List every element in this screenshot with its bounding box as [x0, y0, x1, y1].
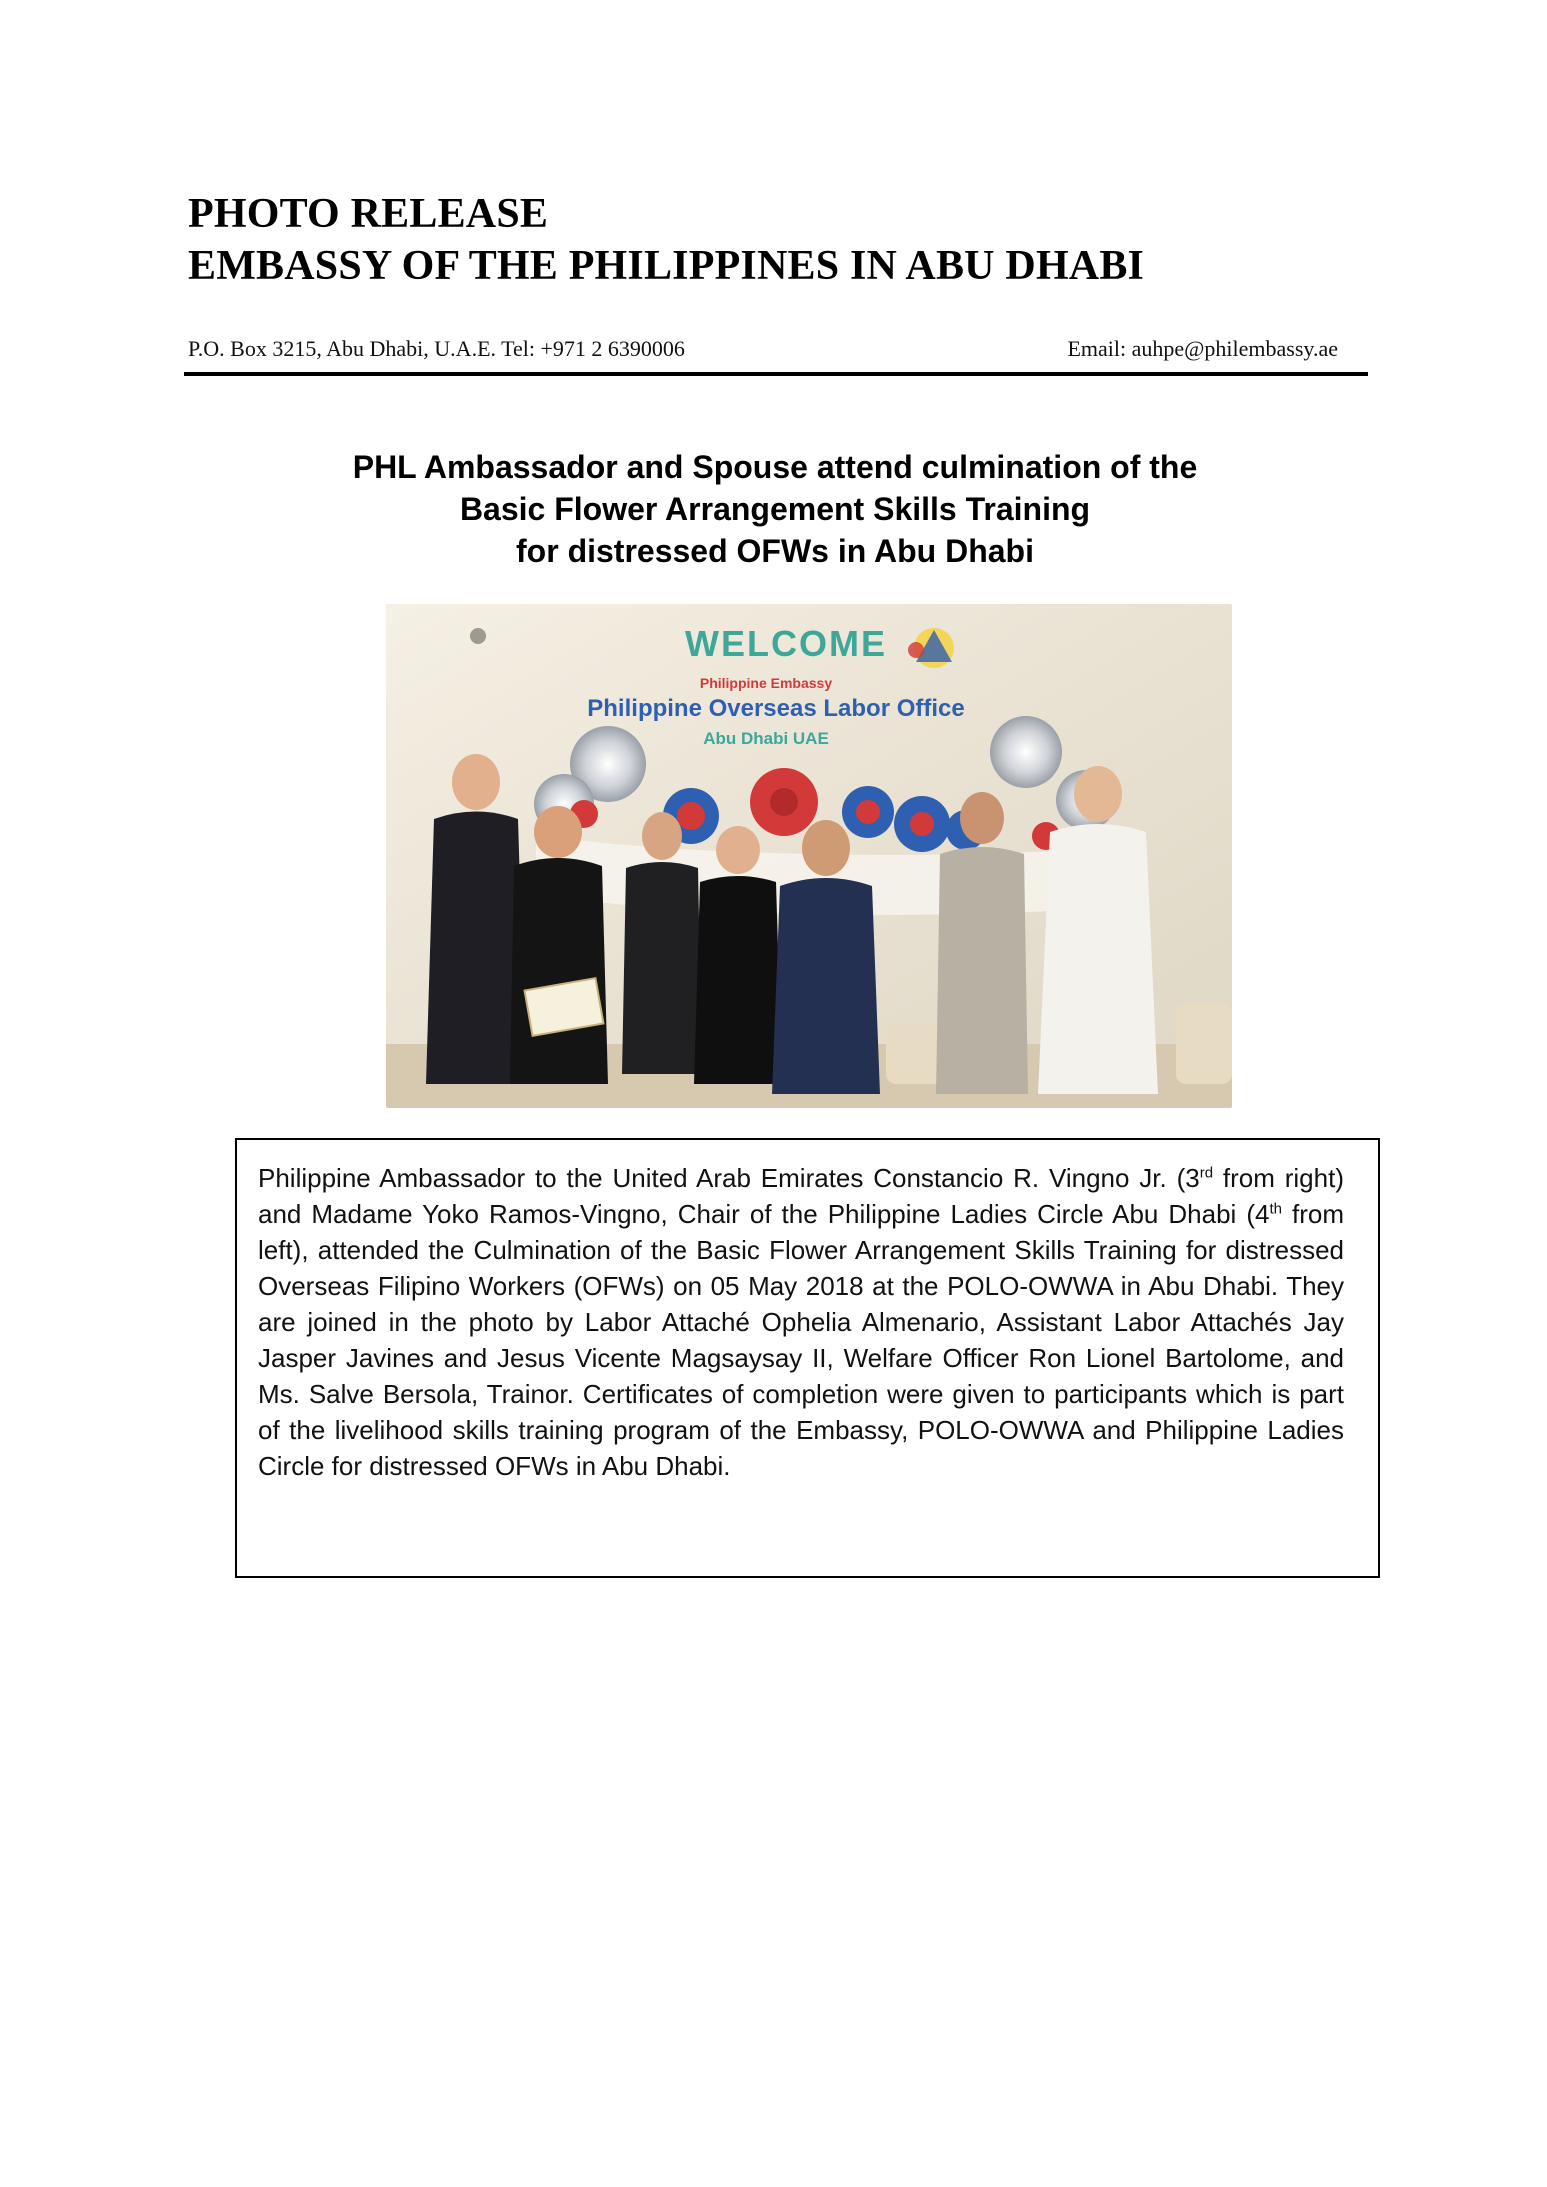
caption-part-2: from right) and Madame Yoko Ramos-Vingno, Chair of the Philippine Ladies Circle Abu Dhabi (4	[258, 1163, 1344, 1229]
embassy-title: EMBASSY OF THE PHILIPPINES IN ABU DHABI	[188, 243, 1145, 289]
email-text: Email: auhpe@philembassy.ae	[1067, 336, 1338, 361]
release-type-title: PHOTO RELEASE	[188, 191, 549, 237]
caption-ordinal-2: th	[1269, 1200, 1282, 1218]
release-header	[188, 188, 1368, 292]
headline	[240, 446, 1310, 572]
caption-part-1: Philippine Ambassador to the United Arab Emirates Constancio R. Vingno Jr. (3	[258, 1163, 1200, 1193]
caption-ordinal-1: rd	[1199, 1164, 1214, 1182]
banner-location-text: Abu Dhabi UAE	[703, 729, 829, 748]
caption-part-3: from left), attended the Culmination of the Basic Flower Arrangement Skills Training for distressed Overseas Filipino Workers (OFWs) on 05 May 2018 at the POLO-OWWA in Abu Dhabi. They are joined in the photo by Labor Attaché Ophelia Almenario, Assistant Labor Attachés Jay Jasper Javines and Jesus Vicente Magsaysay II, Welfare Officer Ron Lionel Bartolome, and Ms. Salve Bersola, Trainor. Certificates of completion were given to participants which is part of the livelihood skills training program of the Embassy, POLO-OWWA and Philippine Ladies Circle for distressed OFWs in Abu Dhabi.	[258, 1199, 1344, 1481]
banner-office-text: Philippine Overseas Labor Office	[587, 695, 965, 722]
banner-embassy-text: Philippine Embassy	[699, 675, 833, 691]
headline-line-1: PHL Ambassador and Spouse attend culmination of the	[352, 449, 1198, 485]
photo-caption	[258, 1160, 1344, 1484]
headline-line-3: for distressed OFWs in Abu Dhabi	[516, 533, 1034, 569]
address-text: P.O. Box 3215, Abu Dhabi, U.A.E. Tel: +971 2 6390006	[188, 336, 685, 361]
headline-line-2: Basic Flower Arrangement Skills Training	[459, 491, 1091, 527]
banner-welcome-text: WELCOME	[685, 623, 887, 664]
event-photo	[386, 604, 1232, 1108]
header-divider	[184, 372, 1368, 376]
contact-info	[188, 336, 1338, 362]
